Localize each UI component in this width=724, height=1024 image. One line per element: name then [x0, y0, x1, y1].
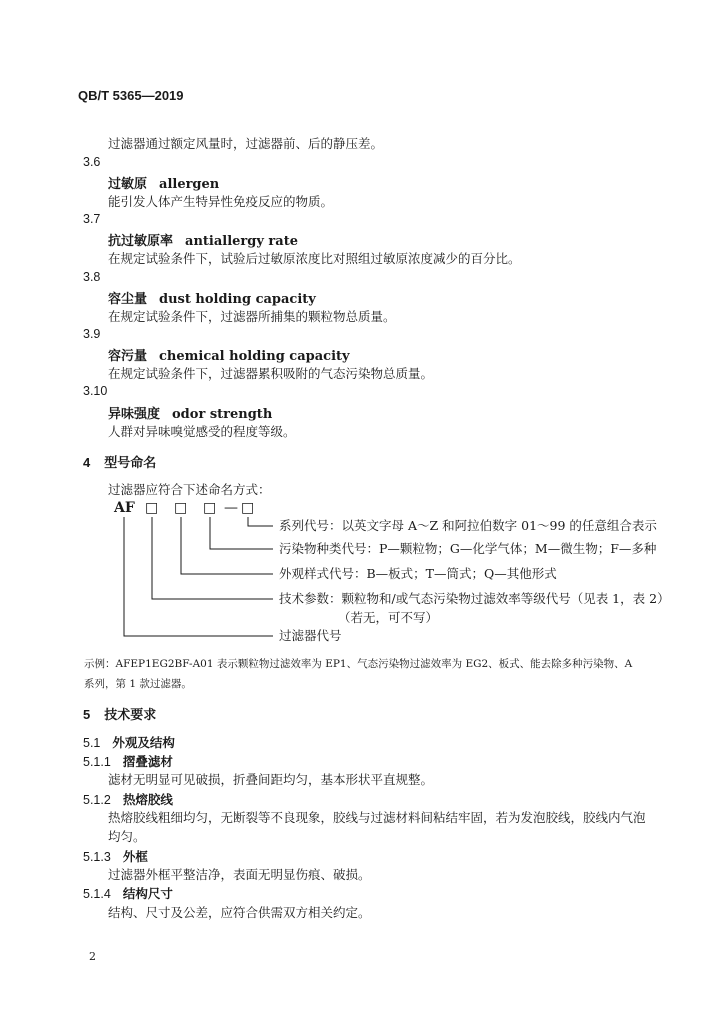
term-3-8-en: dust holding capacity: [159, 292, 316, 307]
clause-5-1-3-title: 外框: [122, 850, 148, 864]
naming-label-appearance: 外观样式代号：B—板式；T—筒式；Q—其他形式: [279, 566, 557, 581]
naming-label-technical-note: （若无，可不写）: [338, 610, 439, 625]
clause-5-1-4-number: 5.1.4: [83, 887, 111, 901]
naming-label-technical: 技术参数：颗粒物和/或气态污染物过滤效率等级代号（见表 1，表 2）: [279, 591, 670, 606]
section-4-number: 4: [83, 455, 91, 470]
term-3-7-definition: 在规定试验条件下，试验后过敏原浓度比对照组过敏原浓度减少的百分比。: [108, 251, 521, 266]
clause-5-1-2-text-line-2: 均匀。: [108, 829, 146, 844]
clause-5-1-4-title: 结构尺寸: [122, 887, 173, 901]
clause-5-1-heading: [83, 733, 175, 751]
naming-box-pollutant: □: [203, 500, 217, 516]
clause-5-1-2-title: 热熔胶线: [122, 793, 173, 807]
clause-5-1-4-heading: [83, 884, 173, 902]
clause-number-3-10: 3.10: [83, 384, 108, 398]
naming-box-technical: □: [145, 500, 159, 516]
naming-prefix: AF: [114, 500, 135, 516]
term-3-5-definition: 过滤器通过额定风量时，过滤器前、后的静压差。: [108, 136, 384, 151]
clause-5-1-title: 外观及结构: [112, 736, 175, 750]
clause-number-3-8: 3.8: [83, 270, 101, 284]
clause-number-3-6: 3.6: [83, 155, 101, 169]
term-3-9-cn: 容污量: [108, 349, 148, 364]
term-3-6-cn: 过敏原: [108, 177, 148, 192]
example-line-1: 示例：AFEP1EG2BF-A01 表示颗粒物过滤效率为 EP1、气态污染物过滤效率为 EG2、板式、能去除多种污染物、A: [84, 658, 633, 670]
term-3-9-en: chemical holding capacity: [159, 349, 350, 364]
example-line-2: 系列，第 1 款过滤器。: [84, 678, 192, 690]
standard-code-header: QB/T 5365—2019: [78, 88, 184, 103]
term-3-8-cn: 容尘量: [108, 292, 148, 307]
clause-5-1-3-text: 过滤器外框平整洁净，表面无明显伤痕、破损。: [108, 867, 371, 882]
naming-label-filter-code: 过滤器代号: [279, 628, 342, 643]
clause-5-1-1-number: 5.1.1: [83, 755, 111, 769]
naming-label-pollutant: 污染物种类代号：P—颗粒物；G—化学气体；M—微生物；F—多种: [279, 541, 657, 556]
term-3-10-definition: 人群对异味嗅觉感受的程度等级。: [108, 424, 296, 439]
clause-5-1-1-title: 摺叠滤材: [122, 755, 173, 769]
section-4-title: 型号命名: [104, 455, 157, 470]
term-3-7-en: antiallergy rate: [185, 234, 298, 249]
page-number: 2: [89, 950, 96, 963]
term-3-6-definition: 能引发人体产生特异性免疫反应的物质。: [108, 194, 334, 209]
naming-label-series: 系列代号：以英文字母 A～Z 和阿拉伯数字 01～99 的任意组合表示: [279, 518, 657, 533]
section-5-heading: [83, 704, 156, 723]
section-5-title: 技术要求: [104, 707, 157, 722]
naming-dash: —: [224, 500, 238, 516]
clause-5-1-4-text: 结构、尺寸及公差，应符合供需双方相关约定。: [108, 905, 371, 920]
clause-5-1-1-text: 滤材无明显可见破损，折叠间距均匀，基本形状平直规整。: [108, 772, 434, 787]
clause-5-1-3-heading: [83, 847, 148, 865]
clause-number-3-9: 3.9: [83, 327, 101, 341]
naming-leader-lines: [124, 517, 273, 636]
term-3-10-en: odor strength: [172, 407, 273, 422]
section-5-number: 5: [83, 707, 91, 722]
naming-box-series: □: [241, 500, 255, 516]
naming-intro: 过滤器应符合下述命名方式：: [108, 482, 271, 497]
term-3-7-cn: 抗过敏原率: [108, 234, 174, 249]
term-3-9-definition: 在规定试验条件下，过滤器累积吸附的气态污染物总质量。: [108, 366, 434, 381]
term-3-6-en: allergen: [159, 177, 220, 192]
term-3-10-cn: 异味强度: [108, 407, 161, 422]
clause-5-1-number: 5.1: [83, 736, 101, 750]
clause-5-1-1-heading: [83, 752, 173, 770]
clause-number-3-7: 3.7: [83, 212, 101, 226]
clause-5-1-3-number: 5.1.3: [83, 850, 111, 864]
clause-5-1-2-number: 5.1.2: [83, 793, 111, 807]
naming-box-appearance: □: [174, 500, 188, 516]
term-3-8-definition: 在规定试验条件下，过滤器所捕集的颗粒物总质量。: [108, 309, 396, 324]
clause-5-1-2-heading: [83, 790, 173, 808]
clause-5-1-2-text-line-1: 热熔胶线粗细均匀，无断裂等不良现象，胶线与过滤材料间粘结牢固，若为发泡胶线，胶线内气泡: [108, 810, 646, 825]
